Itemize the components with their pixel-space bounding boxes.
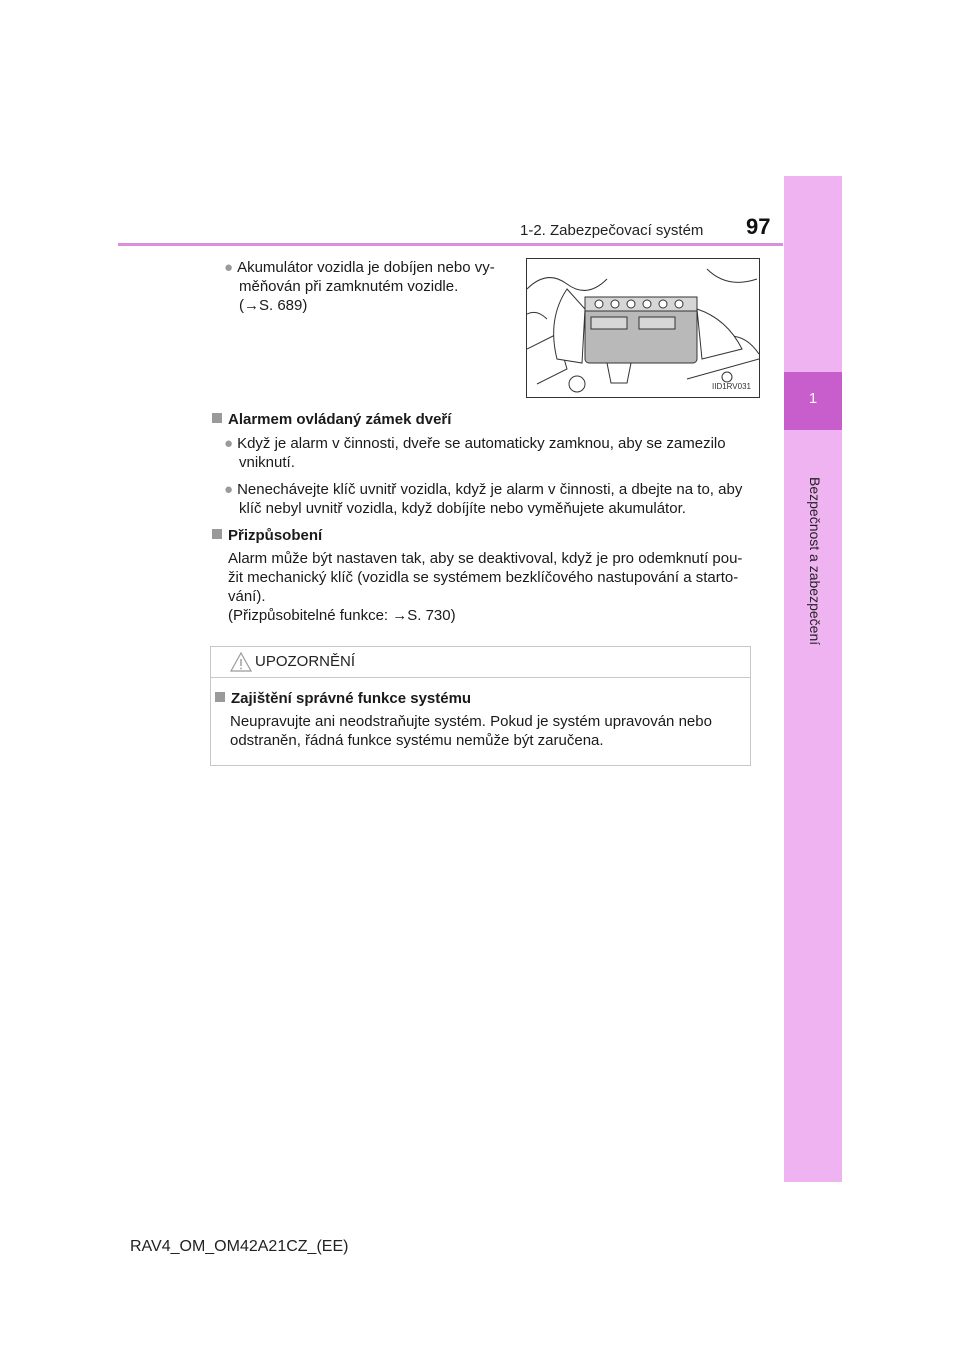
square-bullet-icon: [212, 529, 222, 539]
door-lock-bullet-1: [224, 434, 750, 472]
section-heading-door-lock: [212, 410, 451, 429]
square-bullet-icon: [212, 413, 222, 423]
side-chapter-tab: [784, 176, 842, 1182]
body-line: Alarm může být nastaven tak, aby se deaktivoval, když je pro odemknutí pou-: [228, 550, 743, 567]
square-bullet-icon: [215, 692, 225, 702]
bullet-line: Nenechávejte klíč uvnitř vozidla, když je alarm v činnosti, a dbejte na to, aby: [237, 481, 743, 498]
section-heading-customization: [212, 526, 322, 545]
bullet-line: Když je alarm v činnosti, dveře se automaticky zamknou, aby se zamezilo: [237, 435, 726, 452]
body-line: žit mechanický klíč (vozidla se systémem bezklíčového nastupování a starto-: [228, 569, 739, 586]
bullet-line: vniknutí.: [239, 454, 295, 471]
battery-drawing: [527, 259, 759, 397]
warning-item-title: [215, 689, 471, 708]
intro-ref: (→S. 689): [239, 297, 308, 314]
warning-body: [230, 712, 741, 750]
warning-heading: UPOZORNĚNÍ: [255, 653, 356, 670]
warning-box: [210, 646, 751, 766]
battery-illustration: [526, 258, 760, 398]
chapter-number: 1: [808, 390, 818, 407]
page-number: 97: [746, 214, 771, 239]
warning-line: odstraněn, řádná funkce systému nemůže být zaručena.: [230, 732, 604, 749]
header-rule: [118, 243, 783, 246]
intro-bullet: [224, 258, 516, 315]
bullet-dot-icon: ●: [224, 259, 234, 276]
door-lock-bullet-2: [224, 480, 750, 518]
chapter-title: Bezpečnost a zabezpečení: [807, 477, 823, 646]
bullet-line: klíč nebyl uvnitř vozidla, když dobíjíte nebo vyměňujete akumulátor.: [239, 500, 686, 517]
bullet-dot-icon: ●: [224, 481, 234, 498]
body-line: (Přizpůsobitelné funkce: →S. 730): [228, 607, 456, 624]
bullet-dot-icon: ●: [224, 435, 234, 452]
warning-line: Neupravujte ani neodstraňujte systém. Pokud je systém upravován nebo: [230, 713, 712, 730]
section-heading-text: Přizpůsobení: [228, 527, 323, 544]
body-line: vání).: [228, 588, 266, 605]
intro-line-1: Akumulátor vozidla je dobíjen nebo vy-: [237, 259, 495, 276]
section-title: 1-2. Zabezpečovací systém: [520, 222, 704, 239]
document-code: RAV4_OM_OM42A21CZ_(EE): [130, 1238, 349, 1255]
warning-header: [211, 647, 750, 678]
warning-item-title-text: Zajištění správné funkce systému: [231, 690, 472, 707]
customization-body: [228, 549, 750, 625]
figure-code: IID1RV031: [712, 382, 751, 391]
intro-line-2: měňován při zamknutém vozidle.: [239, 278, 459, 295]
section-heading-text: Alarmem ovládaný zámek dveří: [228, 411, 452, 428]
warning-triangle-icon: [229, 651, 253, 673]
